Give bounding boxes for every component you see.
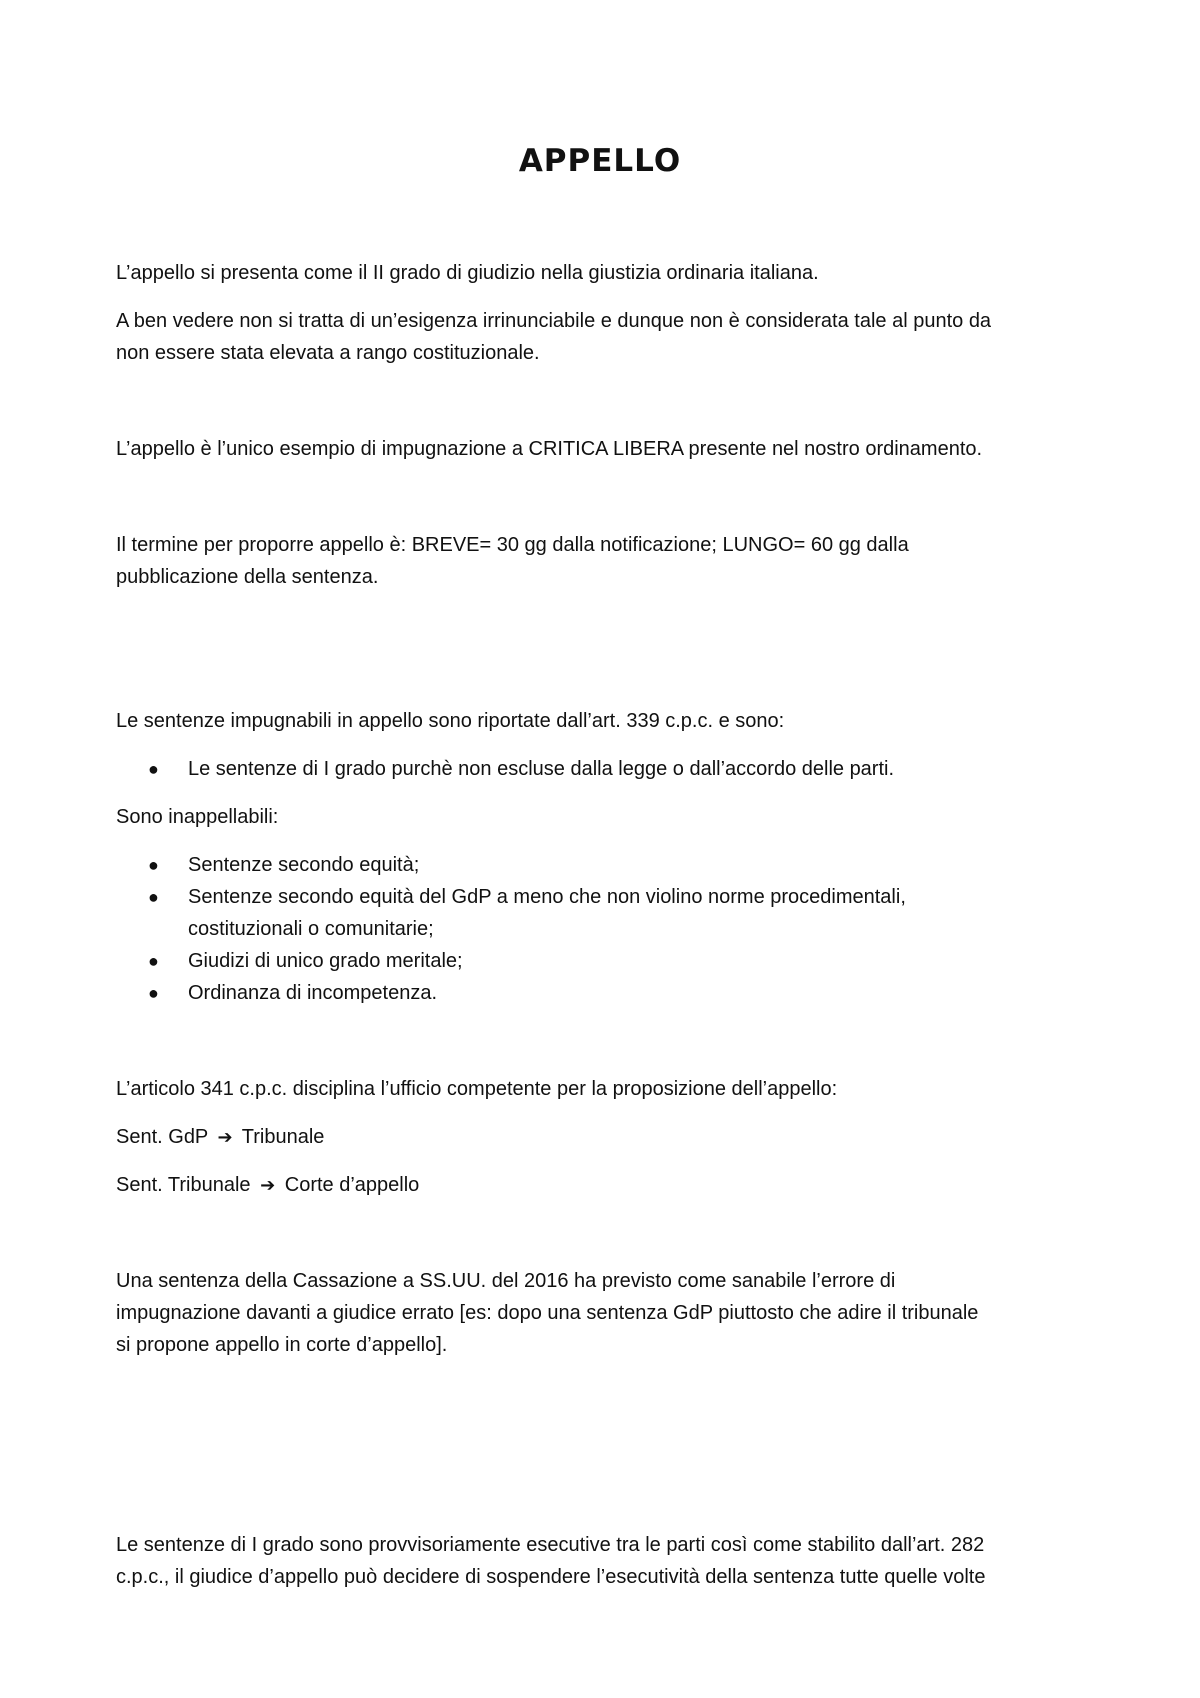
competence-from: Sent. Tribunale: [116, 1174, 251, 1196]
bullet-icon: ●: [148, 855, 159, 875]
paragraph-esecutive-line2: c.p.c., il giudice d’appello può decidere di sospendere l’esecutività della sentenza tutte quelle volte: [116, 1566, 986, 1588]
paragraph-termine-line1: Il termine per proporre appello è: BREVE= 30 gg dalla notificazione; LUNGO= 60 gg dalla: [116, 534, 909, 556]
list-item-text: Le sentenze di I grado purchè non escluse dalla legge o dall’accordo delle parti.: [188, 758, 895, 780]
bullet-icon: ●: [148, 759, 159, 779]
list-item-text: Ordinanza di incompetenza.: [188, 982, 438, 1004]
paragraph-esigenza-line2: non essere stata elevata a rango costituzionale.: [116, 342, 540, 364]
paragraph-cassazione-line1: Una sentenza della Cassazione a SS.UU. del 2016 ha previsto come sanabile l’errore di: [116, 1270, 896, 1292]
paragraph-intro: L’appello si presenta come il II grado di giudizio nella giustizia ordinaria italiana.: [116, 262, 819, 284]
bullet-icon: ●: [148, 983, 159, 1003]
competence-to: Corte d’appello: [284, 1174, 420, 1196]
list-item-text: Sentenze secondo equità;: [188, 854, 420, 876]
paragraph-termine-line2: pubblicazione della sentenza.: [116, 566, 379, 588]
competence-row-tribunale: [116, 1169, 1096, 1202]
list-item-text: Sentenze secondo equità del GdP a meno che non violino norme procedimentali,: [188, 886, 906, 908]
paragraph-cassazione-line2: impugnazione davanti a giudice errato [es: dopo una sentenza GdP piuttosto che adire il tribunale: [116, 1302, 979, 1324]
competence-row-gdp: [116, 1121, 1096, 1154]
arrow-right-icon: ➔: [260, 1175, 276, 1196]
arrow-right-icon: ➔: [217, 1127, 233, 1148]
paragraph-critica-libera: L’appello è l’unico esempio di impugnazione a CRITICA LIBERA presente nel nostro ordinamento.: [116, 438, 983, 460]
document-title: APPELLO: [518, 143, 682, 179]
heading-inappellabili: Sono inappellabili:: [116, 806, 279, 828]
list-item-text: Giudizi di unico grado meritale;: [188, 950, 463, 972]
paragraph-impugnabili: Le sentenze impugnabili in appello sono riportate dall’art. 339 c.p.c. e sono:: [116, 710, 785, 732]
paragraph-esigenza-line1: A ben vedere non si tratta di un’esigenza irrinunciabile e dunque non è considerata tale al punto da: [116, 310, 992, 332]
list-item-text: costituzionali o comunitarie;: [188, 918, 434, 940]
competence-from: Sent. GdP: [116, 1126, 208, 1148]
paragraph-articolo-341: L’articolo 341 c.p.c. disciplina l’ufficio competente per la proposizione dell’appello:: [116, 1078, 838, 1100]
competence-to: Tribunale: [241, 1126, 325, 1148]
paragraph-esecutive-line1: Le sentenze di I grado sono provvisoriamente esecutive tra le parti così come stabilito dall’art. 282: [116, 1534, 985, 1556]
bullet-icon: ●: [148, 951, 159, 971]
paragraph-cassazione-line3: si propone appello in corte d’appello].: [116, 1334, 448, 1356]
bullet-icon: ●: [148, 887, 159, 907]
